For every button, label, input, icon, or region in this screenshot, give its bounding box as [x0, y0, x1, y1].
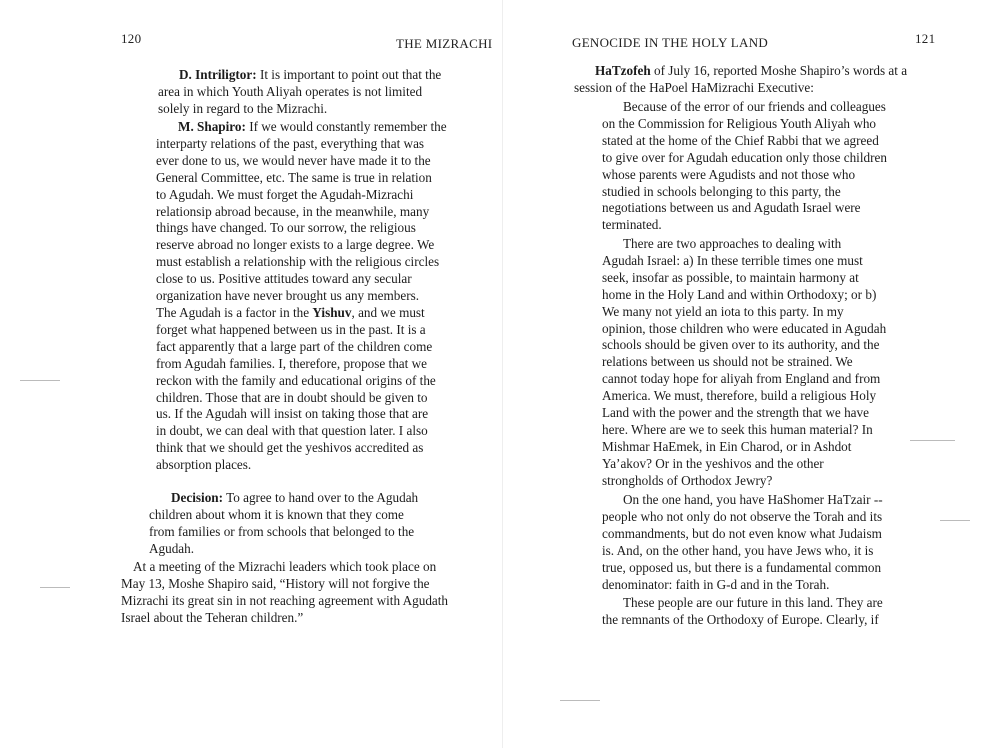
scan-speck	[560, 700, 600, 701]
speaker-intriligtor: D. Intriligtor:	[179, 67, 257, 82]
decision-label: Decision:	[171, 490, 224, 505]
paragraph-these-people: These people are our future in this land. They are the remnants of the Orthodoxy of Europe. Clearly, if	[602, 595, 883, 627]
paragraph-intriligtor: D. Intriligtor: It is important to point out that the area in which Youth Aliyah operates is not limited solely in regard to the Mizrachi.	[158, 67, 442, 116]
right-page	[503, 0, 1007, 748]
yishuv-term: Yishuv	[312, 304, 352, 320]
hatzofeh-term: HaTzofeh	[595, 63, 651, 78]
paragraph-two-approaches: There are two approaches to dealing with Agudah Israel: a) In these terrible times one must seek, insofar as possible, to maintain harmony at home in the Holy Land and within Orthodoxy; or b) We many not yield an iota to this party. In my opinion, those children who were educated in Agudah schools should be given over to its authority, and the relations between us should not be strained. We cannot today hope for aliyah from England and from America. We must, therefore, build a religious Holy Land with the power and the strength that we have here. Where are we to seek this human material? In Mishmar HaEmek, in Ein Charod, or in Ashdot Ya’akov? Or in the yeshivos and the other strongholds of Orthodox Jewry?	[602, 236, 887, 488]
scan-speck	[20, 380, 60, 381]
scan-speck	[910, 440, 955, 441]
left-page-number: 120	[121, 31, 142, 46]
left-running-head: THE MIZRACHI	[396, 36, 493, 51]
right-page-number: 121	[915, 31, 936, 46]
paragraph-hatzofeh: HaTzofeh of July 16, reported Moshe Shapiro’s words at a session of the HaPoel HaMizrachi Executive:	[574, 63, 908, 95]
scan-speck	[940, 520, 970, 521]
paragraph-one-hand: On the one hand, you have HaShomer HaTzair -- people who not only do not observe the Torah and its commandments, but do not even know what Judaism is. And, on the other hand, you have Jews who, it is true, opposed us, but there is a fundamental common denominator: faith in G-d and in the Torah.	[602, 492, 883, 592]
paragraph-decision: Decision: To agree to hand over to the Agudah children about whom it is known that they come from families or from schools that belonged to the Agudah.	[149, 490, 419, 556]
right-running-head: GENOCIDE IN THE HOLY LAND	[572, 35, 769, 50]
paragraph-shapiro: M. Shapiro: If we would constantly remember the interparty relations of the past, everything that was ever done to us, we would never have made it to the General Committee, etc. The same is true in relation to Agudah. We must forget the Agudah-Mizrachi relationsip abroad because, in the meanwhile, many things have changed. To our sorrow, the religious reserve abroad no longer exists to a large degree. We must establish a relationship with the religious circles close to us. Positive attitudes toward any secular organization have never brought us any members. The Agudah is a factor in the Yishuv, and we must forget what happened between us in the past. It is a fact apparently that a large part of the children come from Agudah families. I, therefore, propose that we reckon with the family and educational origins of the children. Those that are in doubt should be given to us. If the Agudah will insist on taking those that are in doubt, we can deal with that question later. I also think that we should get the yeshivos accredited as absorption places.	[156, 119, 447, 473]
left-page	[0, 0, 503, 748]
scan-speck	[40, 587, 70, 588]
speaker-shapiro: M. Shapiro:	[178, 119, 246, 134]
paragraph-meeting: At a meeting of the Mizrachi leaders which took place on May 13, Moshe Shapiro said, “History will not forgive the Mizrachi its great sin in not reaching agreement with Agudath Israel about the Teheran children.”	[121, 559, 449, 625]
paragraph-because: Because of the error of our friends and colleagues on the Commission for Religious Youth Aliyah who stated at the home of the Chief Rabbi that we agreed to give over for Agudah education only those children whose parents were Agudists and not those who studied in schools belonging to this party, the negotiations between us and Agudath Israel were terminated.	[602, 99, 887, 233]
